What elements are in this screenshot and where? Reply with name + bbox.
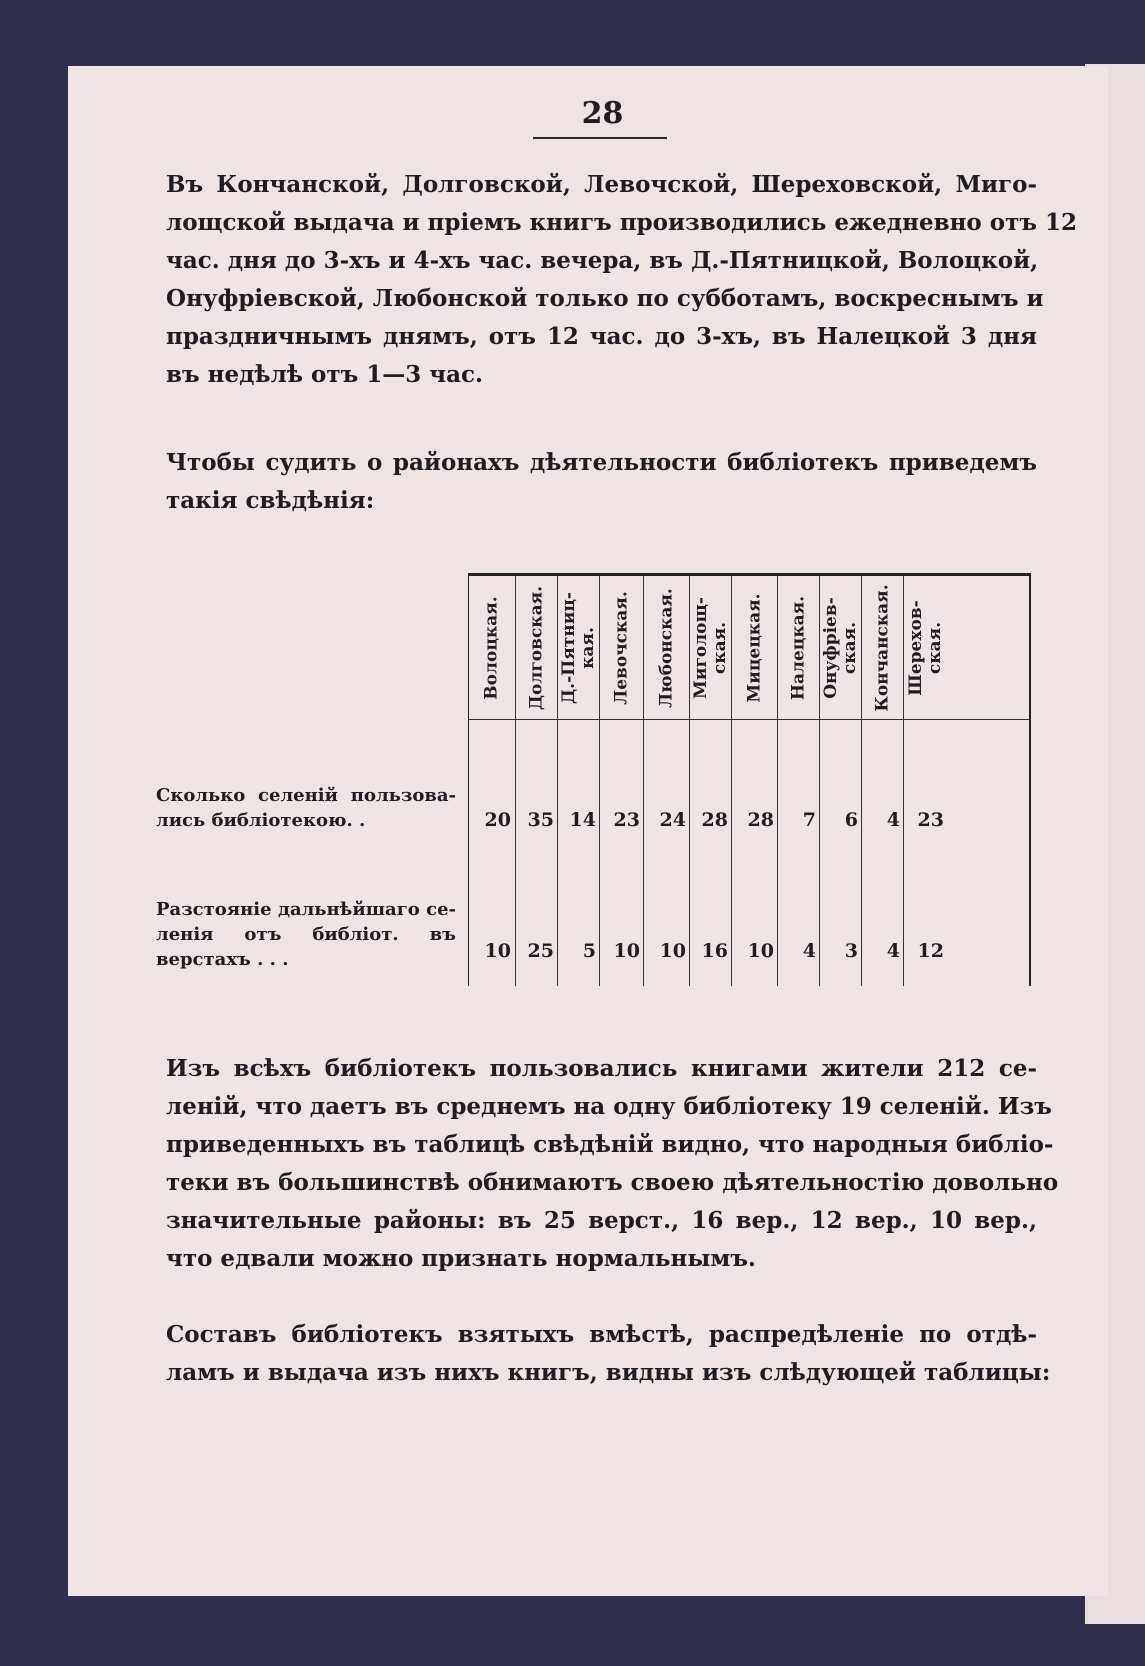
page-number: 28 [581, 96, 624, 131]
table-cell: 4 [886, 809, 900, 831]
row-label-line: Разстояніе дальнѣйшаго се- [156, 899, 456, 920]
table-cell: 10 [659, 940, 686, 962]
table-cell: 10 [613, 940, 640, 962]
text-line: Изъ всѣхъ библіотекъ пользовались книгами жители 212 се- [166, 1055, 1037, 1082]
table-cell: 16 [701, 940, 728, 962]
column-header-text: Налецкая. [788, 595, 809, 701]
table-column [777, 576, 820, 986]
column-header-text: Долговская. [526, 585, 547, 711]
table-column [599, 576, 644, 986]
table-column [689, 576, 732, 986]
column-header [469, 584, 515, 712]
column-header [732, 584, 778, 712]
text-line: праздничнымъ днямъ, отъ 12 час. до 3-хъ, въ Налецкой 3 дня [166, 323, 1037, 350]
table-cell: 7 [802, 809, 816, 831]
table-column [861, 576, 904, 986]
text-line: Въ Кончанской, Долговской, Левочской, Шереховской, Миго- [166, 171, 1037, 198]
text-line: значительные районы: въ 25 верст., 16 вер., 12 вер., 10 вер., [166, 1207, 1037, 1234]
table-cell: 23 [917, 809, 944, 831]
column-header-text: Миголощ- ская. [691, 597, 730, 699]
table-cell: 6 [844, 809, 858, 831]
column-header [558, 584, 600, 712]
table-cell: 5 [582, 940, 596, 962]
column-header-text: Волоцкая. [481, 596, 502, 700]
row-label-distance [156, 897, 456, 972]
table-cell: 28 [747, 809, 774, 831]
table-cell: 35 [527, 809, 554, 831]
column-header-text: Шерехов- ская. [906, 600, 945, 696]
table-column [469, 576, 515, 986]
table-cell: 10 [484, 940, 511, 962]
table-column [643, 576, 690, 986]
table-cell: 23 [613, 809, 640, 831]
column-header-text: Кончанская. [872, 584, 893, 712]
text-line: что едвали можно признать нормальнымъ. [166, 1245, 757, 1272]
table-cell: 25 [527, 940, 554, 962]
row-label-line: верстахъ . . . [156, 949, 289, 970]
column-header [778, 584, 820, 712]
library-districts-table [468, 573, 1031, 986]
column-header [516, 584, 558, 712]
column-header [600, 584, 644, 712]
table-column [903, 576, 948, 986]
table-column [731, 576, 778, 986]
paragraph-4 [166, 1316, 1051, 1392]
text-line: Составъ библіотекъ взятыхъ вмѣстѣ, распредѣленіе по отдѣ- [166, 1321, 1037, 1348]
paragraph-3 [166, 1050, 1059, 1278]
table-cell: 14 [569, 809, 596, 831]
table-column [515, 576, 558, 986]
column-header [904, 584, 948, 712]
text-line: ламъ и выдача изъ нихъ книгъ, видны изъ слѣдующей таблицы: [166, 1359, 1051, 1386]
column-header [862, 584, 904, 712]
column-header [690, 584, 732, 712]
text-line: леній, что даетъ въ среднемъ на одну библіотеку 19 селеній. Изъ [166, 1093, 1052, 1120]
text-line: въ недѣлѣ отъ 1—3 час. [166, 361, 484, 388]
column-header [644, 584, 690, 712]
column-header-text: Онуфріев- ская. [821, 597, 860, 699]
text-line: час. дня до 3-хъ и 4-хъ час. вечера, въ Д.-Пятницкой, Волоцкой, [166, 247, 1039, 274]
column-header-text: Д.-Пятниц- кая. [559, 592, 598, 704]
text-line: Онуфріевской, Любонской только по субботамъ, воскреснымъ и [166, 285, 1044, 312]
table-cell: 4 [802, 940, 816, 962]
text-line: приведенныхъ въ таблицѣ свѣдѣній видно, что народныя библіо- [166, 1131, 1054, 1158]
text-line: лощской выдача и пріемъ книгъ производились ежедневно отъ 12 [166, 209, 1078, 236]
table-cell: 12 [917, 940, 944, 962]
column-header-text: Левочская. [611, 591, 632, 705]
text-line: теки въ большинствѣ обнимаютъ своею дѣятельностію довольно [166, 1169, 1059, 1196]
paragraph-1 [166, 166, 1078, 394]
column-header-text: Любонская. [656, 588, 677, 708]
table-cell: 10 [747, 940, 774, 962]
text-line: Чтобы судить о районахъ дѣятельности библіотекъ приведемъ [166, 449, 1037, 476]
row-label-line: ленія отъ библіот. въ [156, 924, 456, 945]
page-number-rule [533, 137, 667, 139]
row-label-line: Сколько селеній пользова- [156, 785, 456, 806]
table-cell: 4 [886, 940, 900, 962]
table-column [819, 576, 862, 986]
table-cell: 20 [484, 809, 511, 831]
table-cell: 28 [701, 809, 728, 831]
column-header-text: Мицецкая. [744, 593, 765, 703]
table-cell: 24 [659, 809, 686, 831]
row-label-line: лись библіотекою. . [156, 810, 366, 831]
paragraph-2 [166, 444, 1037, 520]
column-header [820, 584, 862, 712]
row-label-villages [156, 783, 456, 833]
table-column [557, 576, 600, 986]
text-line: такія свѣдѣнія: [166, 487, 375, 514]
table-cell: 3 [844, 940, 858, 962]
